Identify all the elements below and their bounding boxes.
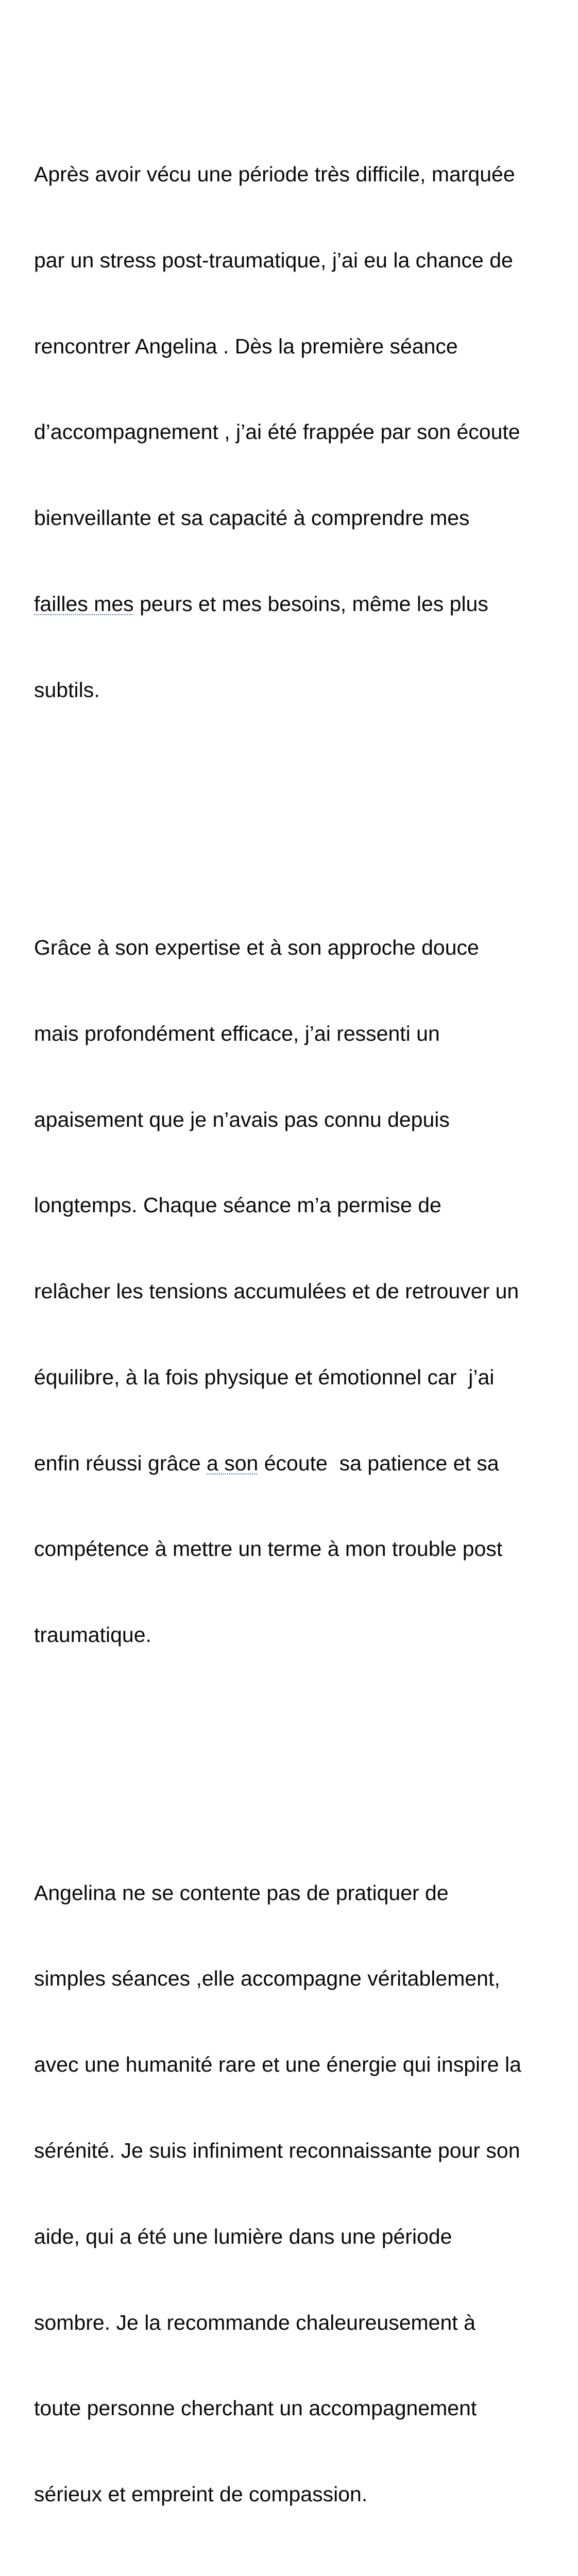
text-line: traumatique.: [34, 1623, 151, 1647]
text-segment: écoute sa patience et sa: [258, 1451, 499, 1475]
grammar-flag[interactable]: failles mes: [34, 591, 134, 616]
text-line: sérénité. Je suis infiniment reconnaissante pour son: [34, 2138, 520, 2162]
text-line: [34, 590, 554, 619]
document-body: [34, 17, 554, 2576]
text-line: Grâce à son expertise et à son approche douce: [34, 936, 479, 959]
paragraph-2: [34, 876, 554, 1707]
text-line: équilibre, à la fois physique et émotionnel car j’ai: [34, 1365, 495, 1389]
text-line: mais profondément efficace, j’ai ressenti un: [34, 1021, 440, 1045]
text-line: apaisement que je n’avais pas connu depuis: [34, 1107, 450, 1131]
text-line: d’accompagnement , j’ai été frappée par son écoute: [34, 420, 520, 444]
text-line: Angelina ne se contente pas de pratiquer de: [34, 1880, 449, 1905]
text-line: aide, qui a été une lumière dans une période: [34, 2224, 452, 2248]
text-line: bienveillante et sa capacité à comprendre mes: [34, 506, 470, 530]
text-line: Après avoir vécu une période très difficile, marquée: [34, 162, 515, 186]
text-line: [34, 1449, 554, 1478]
text-line: par un stress post-traumatique, j’ai eu la chance de: [34, 248, 513, 272]
text-line: avec une humanité rare et une énergie qui inspire la: [34, 2053, 521, 2077]
text-segment: enfin réussi grâce: [34, 1451, 207, 1475]
text-line: toute personne cherchant un accompagnement: [34, 2396, 477, 2420]
text-line: subtils.: [34, 677, 100, 702]
text-line: relâcher les tensions accumulées et de retrouver un: [34, 1279, 519, 1303]
text-line: sombre. Je la recommande chaleureusement à: [34, 2310, 475, 2334]
paragraph-3: [34, 1821, 554, 2566]
text-line: longtemps. Chaque séance m’a permise de: [34, 1193, 441, 1217]
text-line: rencontrer Angelina . Dès la première séance: [34, 334, 458, 358]
text-line: compétence à mettre un terme à mon trouble post: [34, 1537, 503, 1561]
text-line: simples séances ,elle accompagne véritablement,: [34, 1967, 500, 1991]
paragraph-1: [34, 103, 554, 762]
text-line: sérieux et empreint de compassion.: [34, 2482, 368, 2506]
text-segment: peurs et mes besoins, même les plus: [133, 591, 488, 616]
grammar-flag[interactable]: a son: [207, 1451, 259, 1475]
